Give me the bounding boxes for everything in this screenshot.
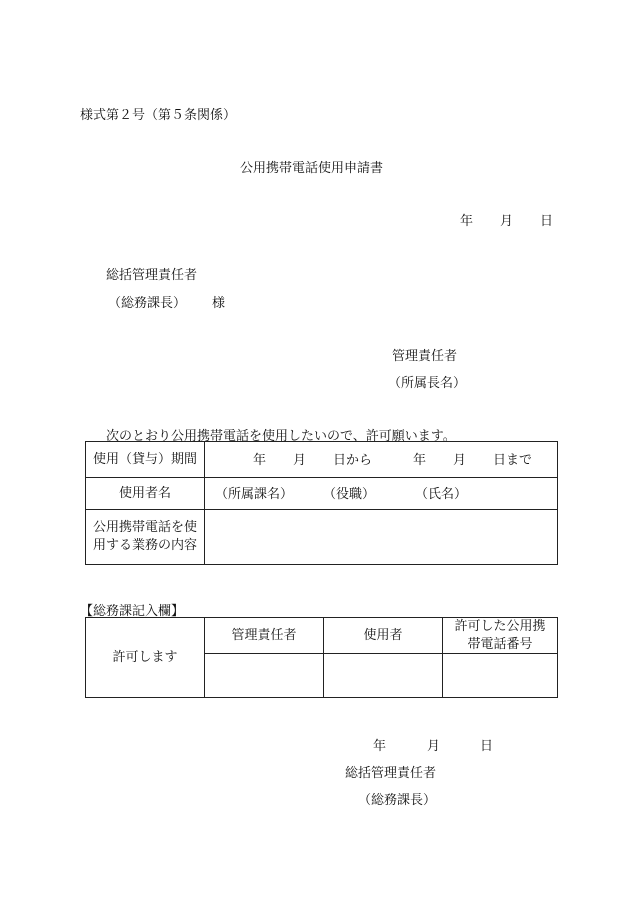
period-month-2: 月: [453, 453, 467, 468]
addressee-honorific: 様: [212, 296, 226, 311]
col-phone-number: [443, 618, 558, 654]
date-year: 年: [460, 214, 474, 229]
user-cell[interactable]: [324, 654, 443, 698]
col-phone-line2: 帯電話番号: [467, 636, 533, 652]
col-manager: 管理責任者: [205, 618, 324, 654]
user-label: 使用者名: [86, 478, 205, 510]
period-field[interactable]: [205, 442, 558, 478]
purpose-label-line1: 公用携帯電話を使: [92, 520, 197, 536]
form-number: 様式第２号（第５条関係）: [80, 108, 237, 123]
date-day: 日: [540, 214, 554, 229]
period-year-2: 年: [413, 453, 427, 468]
applicant-name-label: （所属長名）: [388, 376, 467, 391]
user-position: （役職）: [323, 487, 376, 502]
date-month: 月: [500, 214, 514, 229]
request-text: 次のとおり公用携帯電話を使用したいので、許可願います。: [106, 429, 456, 444]
section-title: 【総務課記入欄】: [80, 604, 185, 619]
col-user: 使用者: [324, 618, 443, 654]
footer-title: 総括管理責任者: [345, 766, 437, 781]
purpose-label: [86, 510, 205, 565]
user-dept: （所属課名）: [215, 487, 294, 502]
manager-cell[interactable]: [205, 654, 324, 698]
footer-day: 日: [480, 739, 494, 754]
period-day-from: 日から: [333, 453, 373, 468]
purpose-label-line2: 用する業務の内容: [92, 538, 197, 553]
period-day-until: 日まで: [493, 453, 533, 468]
addressee-title: 総括管理責任者: [106, 268, 198, 283]
user-field[interactable]: [205, 478, 558, 510]
addressee-dept: （総務課長）: [108, 296, 187, 311]
approval-table: [85, 617, 558, 698]
col-phone-line1: 許可した公用携: [454, 619, 546, 634]
document-title: 公用携帯電話使用申請書: [240, 161, 384, 176]
applicant-title: 管理責任者: [392, 349, 458, 364]
footer-year: 年: [373, 739, 387, 754]
permit-label: 許可します: [86, 618, 205, 698]
footer-dept: （総務課長）: [358, 793, 437, 808]
period-label: 使用（貸与）期間: [86, 442, 205, 478]
user-name: （氏名）: [415, 487, 468, 502]
footer-month: 月: [427, 739, 441, 754]
purpose-field[interactable]: [205, 510, 558, 565]
period-month-1: 月: [293, 453, 307, 468]
period-year-1: 年: [253, 453, 267, 468]
application-table: [85, 441, 558, 565]
phone-number-cell[interactable]: [443, 654, 558, 698]
